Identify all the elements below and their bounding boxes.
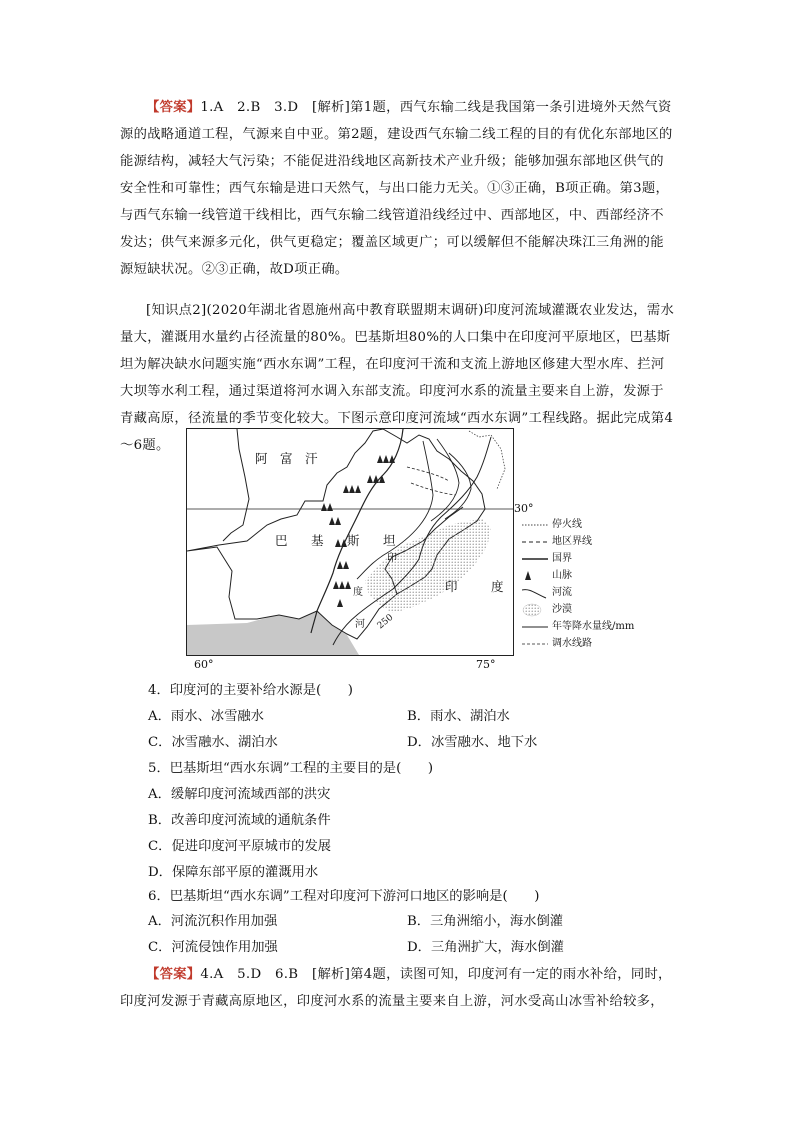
question-6-option-c: C．河流侵蚀作用加强 [148, 940, 278, 955]
label-lon-60: 60° [194, 658, 214, 671]
answer-text-2: 4.A 5.D 6.B [解析]第4题，读图可知，印度河有一定的雨水补给，同时，印度河发源于青藏高原地区，印度河水系的流量主要来自上游，河水受高山冰雪补给较多， [120, 967, 672, 1009]
question-5-stem: 5．巴基斯坦“西水东调”工程的主要目的是( ) [148, 761, 434, 776]
question-6-option-d: D．三角洲扩大，海水倒灌 [407, 940, 564, 955]
question-5-option-a: A．缓解印度河流域西部的洪灾 [148, 787, 331, 802]
regional-boundary-symbol [522, 533, 548, 550]
question-5-option-c: C．促进印度河平原城市的发展 [148, 839, 332, 854]
label-pakistan-3: 斯 [347, 533, 360, 548]
legend-river: 河流 [522, 584, 652, 601]
question-6-option-a: A．河流沉积作用加强 [148, 914, 278, 929]
question-6-stem: 6．巴基斯坦“西水东调”工程对印度河下游河口地区的影响是( ) [148, 889, 540, 904]
label-indus-river-1: 印 [387, 553, 397, 564]
legend-transfer-route: 调水线路 [522, 635, 652, 652]
indus-basin-map [186, 428, 514, 656]
answer-tag-2: 【答案】 [146, 967, 201, 982]
question-5-option-d: D．保障东部平原的灌溉用水 [148, 865, 319, 880]
label-pakistan-1: 巴 [275, 533, 288, 548]
afghan-border [223, 429, 249, 541]
answer-tag: 【答案】 [146, 100, 201, 115]
question-4-option-b: B．雨水、湖泊水 [407, 709, 510, 724]
label-india-1: 印 [445, 579, 458, 594]
national-border-symbol [522, 550, 548, 567]
label-indus-river-3: 河 [355, 619, 365, 630]
answer-paragraph-2 [120, 961, 676, 1015]
transfer-route-symbol [522, 635, 548, 652]
map-legend [522, 516, 652, 652]
question-5-option-b: B．改善印度河流域的通航条件 [148, 813, 331, 828]
legend-ceasefire: 停火线 [522, 516, 652, 533]
label-lat-30: 30° [514, 502, 534, 515]
knowledge-point-paragraph: [知识点2](2020年湖北省恩施州高中教育联盟期末调研)印度河流域灌溉农业发达，需水量大，灌溉用水量约占径流量的80%。巴基斯坦80%的人口集中在印度河平原地区，巴基斯坦为解决缺水问题实施“西水东调”工程，在印度河干流和支流上游地区修建大型水库、拦河大坝等水利工程，通过渠道将河水调入东部支流。印度河水系的流量主要来自上游，发源于青藏高原，径流量的季节变化较大。下图示意印度河流域“西水东调”工程线路。据此完成第4～6题。 [120, 303, 675, 453]
sea-area [187, 611, 359, 655]
legend-desert: 沙漠 [522, 601, 652, 618]
river-symbol [522, 584, 548, 601]
answer-text: 1.A 2.B 3.D [解析]第1题，西气东输二线是我国第一条引进境外天然气资源的战略通道工程，气源来自中亚。第2题，建设西气东输二线工程的目的有优化东部地区的能源结构，减轻大气污染；不能促进沿线地区高新技术产业升级；能够加强东部地区供气的安全性和可靠性；西气东输是进口天然气，与出口能力无关。①③正确，B项正确。第3题，与西气东输一线管道干线相比，西气东输二线管道沿线经过中、西部地区，中、西部经济不发达；供气来源多元化，供气更稳定；覆盖区域更广；可以缓解但不能解决珠江三角洲的能源短缺状况。②③正确，故D项正确。 [120, 100, 673, 277]
question-4-option-d: D．冰雪融水、地下水 [407, 735, 538, 750]
mountain-icon [522, 567, 548, 584]
legend-regional-boundary: 地区界线 [522, 533, 652, 550]
label-isohyet-250: 250 [375, 612, 396, 632]
question-6-option-b: B．三角洲缩小，海水倒灌 [407, 914, 564, 929]
legend-mountain: 山脉 [522, 567, 652, 584]
label-lon-75: 75° [476, 658, 496, 671]
label-pakistan-2: 基 [311, 533, 324, 548]
isohyet-symbol [522, 618, 548, 635]
legend-national-border: 国界 [522, 550, 652, 567]
label-afghanistan: 阿 富 汗 [255, 451, 318, 466]
question-4-stem: 4．印度河的主要补给水源是( ) [148, 683, 353, 698]
label-pakistan-4: 坦 [383, 533, 396, 548]
ceasefire-symbol [522, 516, 548, 533]
legend-isohyet: 年等降水量线/mm [522, 618, 652, 635]
answer-paragraph-1 [120, 94, 676, 283]
label-indus-river-2: 度 [353, 587, 363, 598]
question-4-option-a: A．雨水、冰雪融水 [148, 709, 264, 724]
desert-symbol [522, 601, 548, 618]
question-4-option-c: C．冰雪融水、湖泊水 [148, 735, 278, 750]
transfer-line-1 [407, 467, 449, 481]
label-india-2: 度 [491, 579, 504, 594]
